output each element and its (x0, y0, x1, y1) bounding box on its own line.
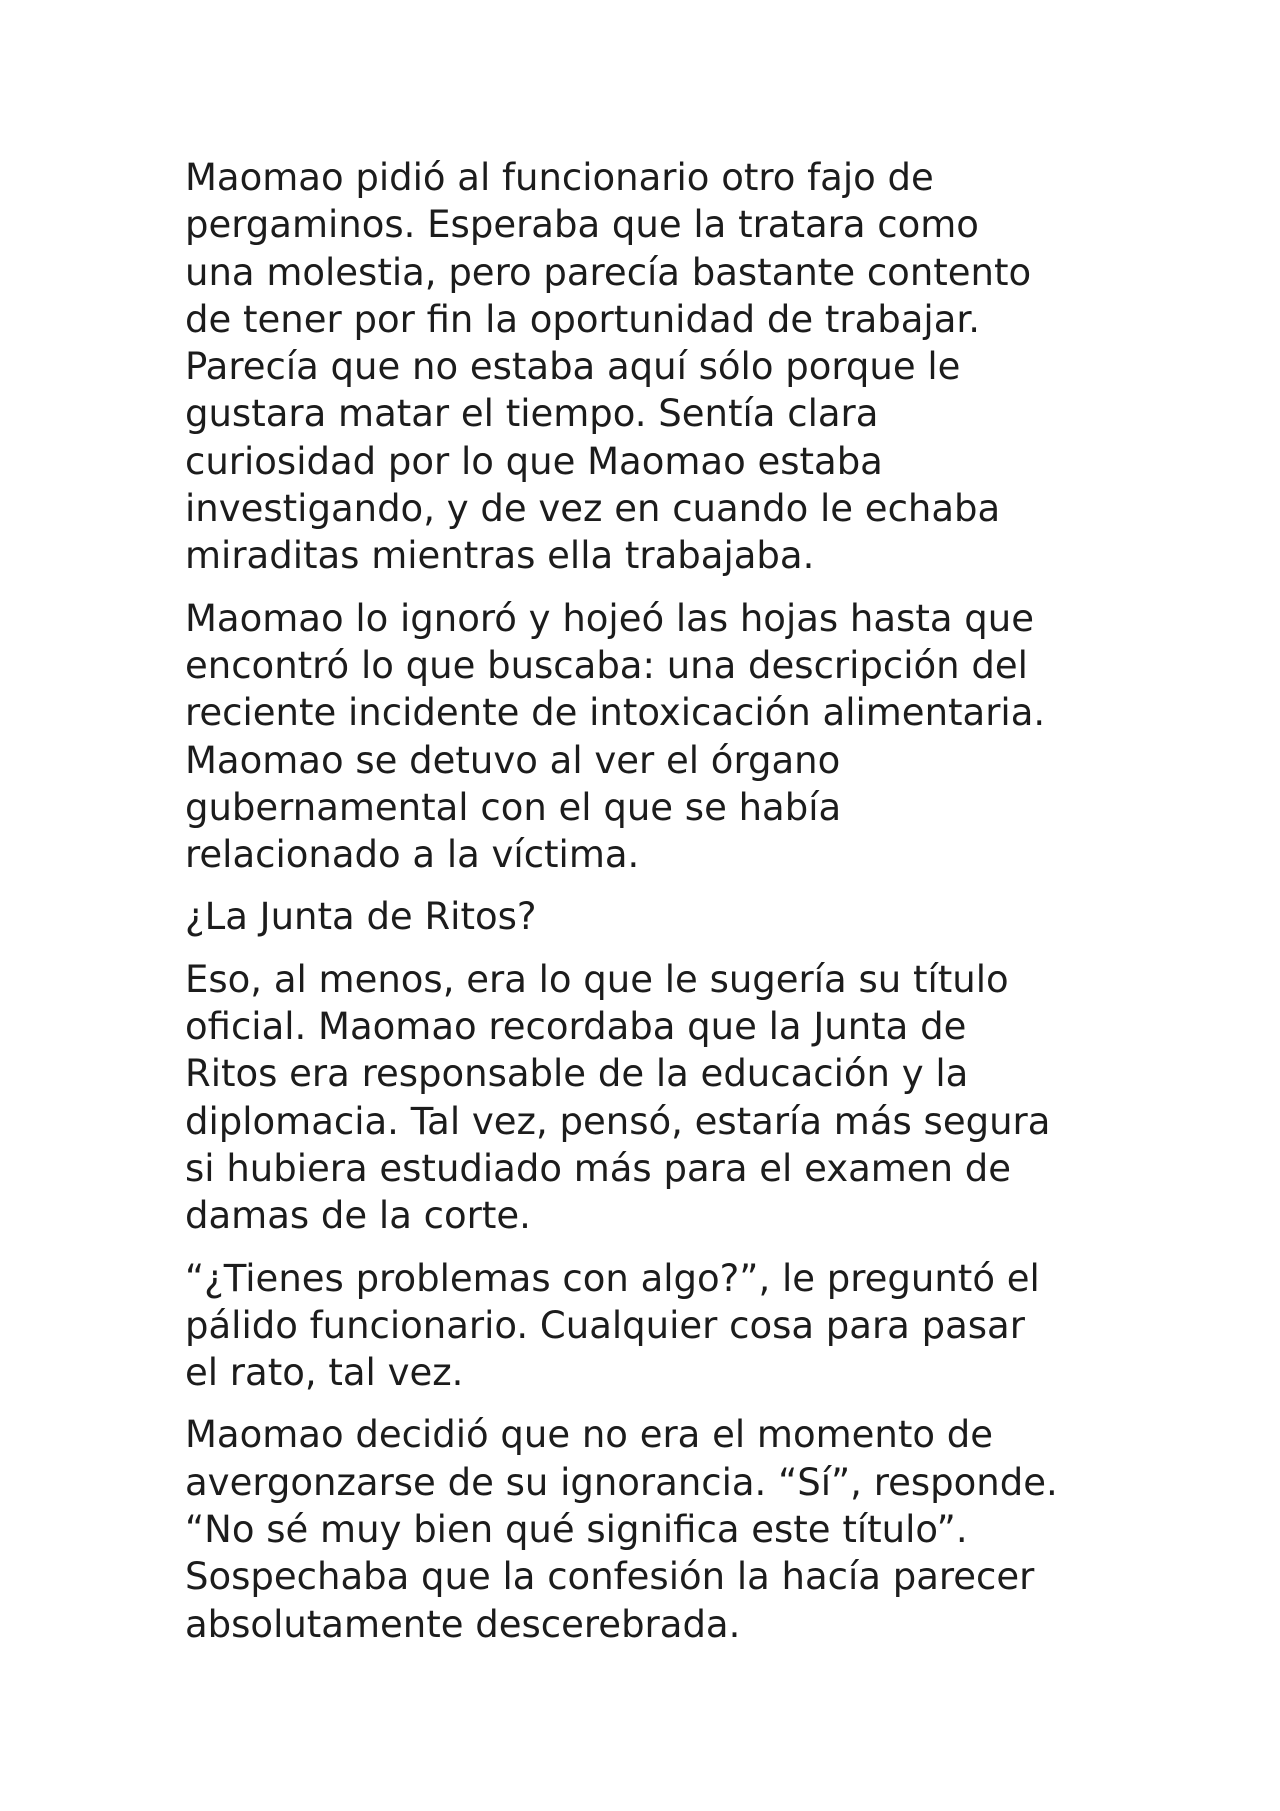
text-line: pergaminos. Esperaba que la tratara como (185, 203, 979, 247)
text-line: Eso, al menos, era lo que le sugería su título (185, 957, 1009, 1001)
paragraph-3 (185, 893, 1125, 940)
paragraph-4 (185, 956, 1125, 1240)
paragraph-2 (185, 595, 1125, 879)
text-line: reciente incidente de intoxicación alimentaria. (185, 691, 1046, 735)
text-line: “No sé muy bien qué significa este título”. (185, 1508, 968, 1552)
text-line: Sospechaba que la confesión la hacía parecer (185, 1555, 1035, 1599)
text-line: gustara matar el tiempo. Sentía clara (185, 392, 879, 436)
body-text (185, 154, 1125, 1663)
text-line: diplomacia. Tal vez, pensó, estaría más segura (185, 1099, 1051, 1143)
text-line: de tener por fin la oportunidad de trabajar. (185, 297, 980, 341)
text-line: miraditas mientras ella trabajaba. (185, 534, 815, 578)
text-line: pálido funcionario. Cualquier cosa para pasar (185, 1303, 1025, 1347)
text-line: curiosidad por lo que Maomao estaba (185, 439, 883, 483)
paragraph-6 (185, 1411, 1125, 1647)
text-line: investigando, y de vez en cuando le echaba (185, 487, 1001, 531)
text-line: ¿La Junta de Ritos? (185, 895, 537, 939)
text-line: una molestia, pero parecía bastante contento (185, 250, 1032, 294)
paragraph-5 (185, 1255, 1125, 1397)
text-line: oficial. Maomao recordaba que la Junta de (185, 1005, 967, 1049)
text-line: si hubiera estudiado más para el examen de (185, 1146, 1012, 1190)
text-line: Maomao pidió al funcionario otro fajo de (185, 156, 934, 199)
text-line: Parecía que no estaba aquí sólo porque le (185, 345, 961, 389)
text-line: Ritos era responsable de la educación y la (185, 1052, 969, 1096)
text-line: relacionado a la víctima. (185, 833, 640, 877)
text-line: avergonzarse de su ignorancia. “Sí”, responde. (185, 1460, 1058, 1504)
text-line: damas de la corte. (185, 1194, 531, 1238)
text-line: encontró lo que buscaba: una descripción del (185, 643, 1028, 687)
text-line: gubernamental con el que se había (185, 785, 842, 829)
paragraph-1 (185, 154, 1125, 580)
text-line: “¿Tienes problemas con algo?”, le preguntó el (185, 1256, 1040, 1300)
text-line: el rato, tal vez. (185, 1351, 464, 1395)
text-line: Maomao lo ignoró y hojeó las hojas hasta que (185, 596, 1034, 640)
text-line: absolutamente descerebrada. (185, 1602, 741, 1646)
text-line: Maomao decidió que no era el momento de (185, 1413, 994, 1457)
text-line: Maomao se detuvo al ver el órgano (185, 738, 841, 782)
